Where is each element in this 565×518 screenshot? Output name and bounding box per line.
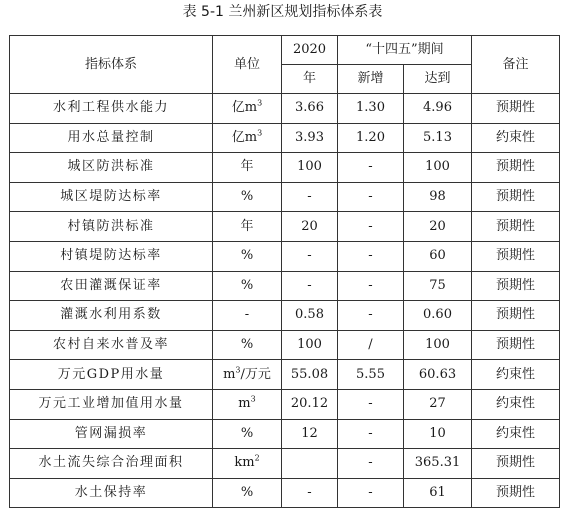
- value-target: 5.13: [404, 123, 472, 153]
- unit-text: 亿m: [231, 129, 258, 145]
- unit-text: %: [240, 277, 254, 293]
- value-2020: -: [282, 271, 338, 301]
- indicator-name: 水利工程供水能力: [10, 94, 213, 124]
- indicator-name: 灌溉水利用系数: [10, 301, 213, 331]
- value-2020: 20.12: [282, 389, 338, 419]
- indicator-name: 村镇防洪标准: [10, 212, 213, 242]
- note-cell: 预期性: [472, 301, 560, 331]
- header-increase: 新增: [338, 65, 404, 94]
- unit-text: %: [240, 485, 254, 501]
- value-2020: 100: [282, 153, 338, 183]
- value-increase: -: [338, 449, 404, 479]
- table-row: [10, 330, 560, 360]
- value-target: 20: [404, 212, 472, 242]
- table-row: [10, 360, 560, 390]
- unit-cell: [213, 360, 282, 390]
- header-row: [10, 36, 560, 65]
- header-indicator: 指标体系: [10, 36, 213, 94]
- value-increase: -: [338, 212, 404, 242]
- note-cell: 约束性: [472, 419, 560, 449]
- indicator-name: 农村自来水普及率: [10, 330, 213, 360]
- unit-text: 年: [240, 218, 254, 234]
- table-row: [10, 478, 560, 508]
- table-title: 表 5-1 兰州新区规划指标体系表: [182, 4, 383, 20]
- note-cell: 预期性: [472, 271, 560, 301]
- note-cell: 预期性: [472, 182, 560, 212]
- table-row: [10, 389, 560, 419]
- table-row: [10, 241, 560, 271]
- unit-cell: [213, 123, 282, 153]
- value-target: 10: [404, 419, 472, 449]
- unit-superscript: 3: [250, 394, 256, 404]
- indicator-name: 水土流失综合治理面积: [10, 449, 213, 479]
- value-target: 365.31: [404, 449, 472, 479]
- value-increase: 5.55: [338, 360, 404, 390]
- table-row: [10, 449, 560, 479]
- unit-suffix: /万元: [240, 366, 271, 382]
- note-cell: 预期性: [472, 153, 560, 183]
- indicator-name: 城区防洪标准: [10, 153, 213, 183]
- value-increase: -: [338, 153, 404, 183]
- indicator-name: 万元GDP用水量: [10, 360, 213, 390]
- value-2020: -: [282, 478, 338, 508]
- value-2020: -: [282, 241, 338, 271]
- unit-text: %: [240, 337, 254, 353]
- header-note: 备注: [472, 36, 560, 94]
- value-target: 60: [404, 241, 472, 271]
- unit-superscript: 3: [235, 365, 241, 375]
- value-2020: 3.93: [282, 123, 338, 153]
- value-2020: 12: [282, 419, 338, 449]
- value-increase: -: [338, 271, 404, 301]
- indicator-name: 水土保持率: [10, 478, 213, 508]
- unit-cell: [213, 419, 282, 449]
- note-cell: 预期性: [472, 94, 560, 124]
- unit-cell: [213, 153, 282, 183]
- unit-cell: [213, 301, 282, 331]
- value-2020: 0.58: [282, 301, 338, 331]
- unit-cell: [213, 449, 282, 479]
- value-target: 60.63: [404, 360, 472, 390]
- indicator-name: 城区堤防达标率: [10, 182, 213, 212]
- value-increase: 1.30: [338, 94, 404, 124]
- indicator-name: 村镇堤防达标率: [10, 241, 213, 271]
- unit-text: %: [240, 248, 254, 264]
- table-row: [10, 419, 560, 449]
- unit-cell: [213, 182, 282, 212]
- indicator-name: 用水总量控制: [10, 123, 213, 153]
- value-increase: -: [338, 241, 404, 271]
- unit-text: m: [223, 366, 236, 382]
- note-cell: 约束性: [472, 389, 560, 419]
- unit-text: %: [240, 189, 254, 205]
- value-target: 0.60: [404, 301, 472, 331]
- unit-text: km: [234, 455, 255, 471]
- value-increase: -: [338, 389, 404, 419]
- table-row: [10, 123, 560, 153]
- note-cell: 预期性: [472, 449, 560, 479]
- value-2020: -: [282, 182, 338, 212]
- header-target: 达到: [404, 65, 472, 94]
- unit-superscript: 3: [257, 98, 263, 108]
- indicator-name: 万元工业增加值用水量: [10, 389, 213, 419]
- indicator-name: 管网漏损率: [10, 419, 213, 449]
- value-increase: -: [338, 182, 404, 212]
- unit-superscript: 2: [254, 454, 260, 464]
- unit-text: 亿m: [231, 100, 258, 116]
- value-target: 100: [404, 330, 472, 360]
- indicator-table: [9, 35, 560, 508]
- note-cell: 约束性: [472, 123, 560, 153]
- unit-cell: [213, 94, 282, 124]
- table-row: [10, 182, 560, 212]
- value-2020: [282, 449, 338, 479]
- value-2020: 55.08: [282, 360, 338, 390]
- table-row: [10, 94, 560, 124]
- value-increase: -: [338, 301, 404, 331]
- header-unit: 单位: [213, 36, 282, 94]
- unit-text: -: [244, 307, 250, 323]
- note-cell: 预期性: [472, 241, 560, 271]
- value-increase: 1.20: [338, 123, 404, 153]
- value-2020: 100: [282, 330, 338, 360]
- value-target: 75: [404, 271, 472, 301]
- table-row: [10, 301, 560, 331]
- value-target: 61: [404, 478, 472, 508]
- header-year-top: 2020: [282, 36, 338, 65]
- unit-cell: [213, 478, 282, 508]
- header-plan-period: “十四五”期间: [338, 36, 472, 65]
- value-target: 27: [404, 389, 472, 419]
- unit-superscript: 3: [257, 128, 263, 138]
- value-target: 100: [404, 153, 472, 183]
- unit-cell: [213, 271, 282, 301]
- unit-cell: [213, 212, 282, 242]
- value-2020: 20: [282, 212, 338, 242]
- value-increase: -: [338, 419, 404, 449]
- value-increase: /: [338, 330, 404, 360]
- value-2020: 3.66: [282, 94, 338, 124]
- value-target: 4.96: [404, 94, 472, 124]
- note-cell: 预期性: [472, 212, 560, 242]
- note-cell: 预期性: [472, 478, 560, 508]
- table-row: [10, 153, 560, 183]
- table-row: [10, 271, 560, 301]
- header-year-bottom: 年: [282, 65, 338, 94]
- unit-text: %: [240, 425, 254, 441]
- unit-cell: [213, 330, 282, 360]
- note-cell: 约束性: [472, 360, 560, 390]
- unit-cell: [213, 389, 282, 419]
- unit-text: m: [238, 396, 251, 412]
- table-row: [10, 212, 560, 242]
- note-cell: 预期性: [472, 330, 560, 360]
- value-target: 98: [404, 182, 472, 212]
- unit-text: 年: [240, 159, 254, 175]
- indicator-name: 农田灌溉保证率: [10, 271, 213, 301]
- value-increase: -: [338, 478, 404, 508]
- unit-cell: [213, 241, 282, 271]
